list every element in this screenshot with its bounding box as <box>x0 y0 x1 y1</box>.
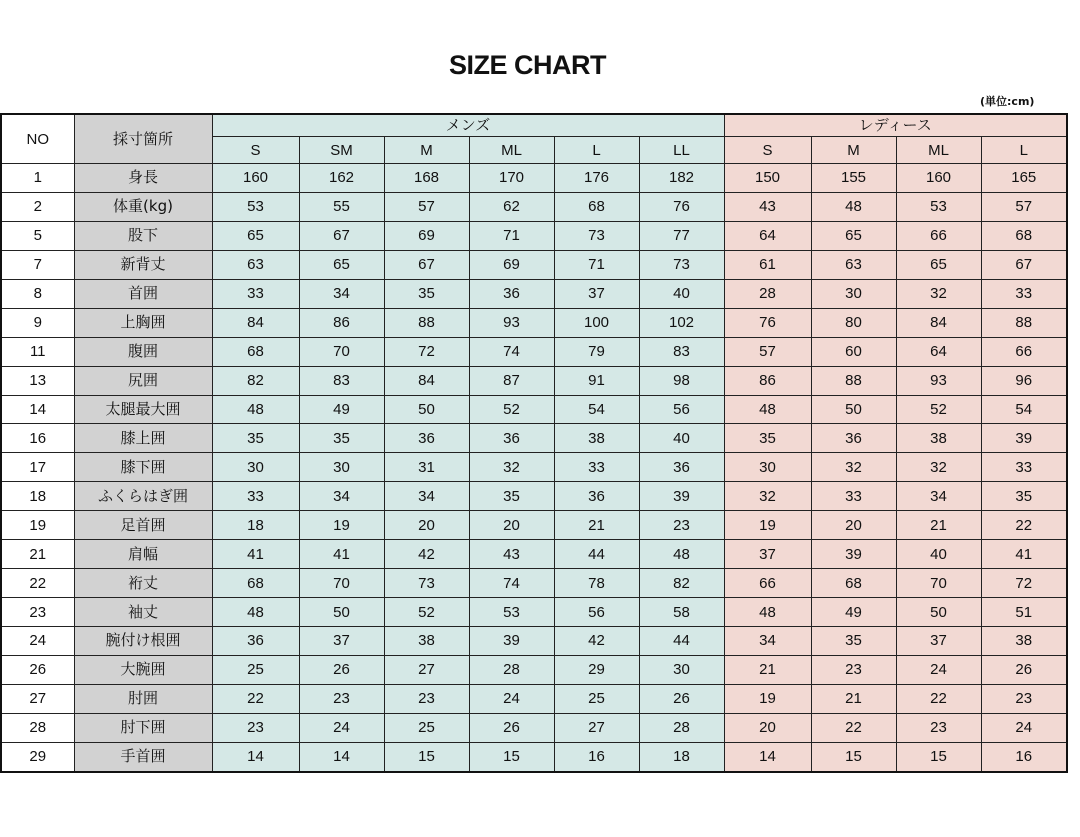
ladies-value: 20 <box>811 511 896 540</box>
mens-value: 88 <box>384 308 469 337</box>
mens-value: 70 <box>299 337 384 366</box>
ladies-value: 52 <box>896 395 981 424</box>
mens-value: 42 <box>384 540 469 569</box>
ladies-value: 72 <box>981 569 1067 598</box>
mens-value: 23 <box>639 511 724 540</box>
row-part: 肘囲 <box>74 684 212 713</box>
mens-value: 71 <box>554 250 639 279</box>
ladies-value: 39 <box>811 540 896 569</box>
ladies-value: 39 <box>981 424 1067 453</box>
header-mens-size: LL <box>639 137 724 164</box>
ladies-value: 32 <box>896 453 981 482</box>
ladies-value: 14 <box>724 742 811 771</box>
mens-value: 33 <box>554 453 639 482</box>
row-no: 21 <box>1 540 74 569</box>
mens-value: 23 <box>212 713 299 742</box>
ladies-value: 23 <box>981 684 1067 713</box>
ladies-value: 37 <box>896 627 981 656</box>
ladies-value: 66 <box>896 221 981 250</box>
header-mens-group: メンズ <box>212 114 724 137</box>
mens-value: 77 <box>639 221 724 250</box>
ladies-value: 86 <box>724 366 811 395</box>
table-row <box>1 684 1067 713</box>
ladies-value: 19 <box>724 511 811 540</box>
row-no: 18 <box>1 482 74 511</box>
table-row <box>1 598 1067 627</box>
ladies-value: 53 <box>896 192 981 221</box>
table-row <box>1 279 1067 308</box>
mens-value: 83 <box>299 366 384 395</box>
row-no: 16 <box>1 424 74 453</box>
mens-value: 56 <box>554 598 639 627</box>
mens-value: 102 <box>639 308 724 337</box>
mens-value: 29 <box>554 655 639 684</box>
mens-value: 44 <box>639 627 724 656</box>
mens-value: 34 <box>384 482 469 511</box>
mens-value: 30 <box>639 655 724 684</box>
ladies-value: 63 <box>811 250 896 279</box>
mens-value: 20 <box>469 511 554 540</box>
table-row <box>1 569 1067 598</box>
mens-value: 27 <box>384 655 469 684</box>
row-part: 袖丈 <box>74 598 212 627</box>
row-part: 体重(kg) <box>74 192 212 221</box>
mens-value: 49 <box>299 395 384 424</box>
mens-value: 21 <box>554 511 639 540</box>
mens-value: 39 <box>639 482 724 511</box>
ladies-value: 26 <box>981 655 1067 684</box>
ladies-value: 35 <box>981 482 1067 511</box>
ladies-value: 21 <box>811 684 896 713</box>
mens-value: 67 <box>384 250 469 279</box>
mens-value: 35 <box>469 482 554 511</box>
row-part: 裄丈 <box>74 569 212 598</box>
row-no: 8 <box>1 279 74 308</box>
mens-value: 35 <box>212 424 299 453</box>
row-no: 19 <box>1 511 74 540</box>
mens-value: 86 <box>299 308 384 337</box>
ladies-value: 30 <box>724 453 811 482</box>
mens-value: 76 <box>639 192 724 221</box>
table-row <box>1 308 1067 337</box>
mens-value: 52 <box>384 598 469 627</box>
unit-note: (単位:cm) <box>980 95 1035 108</box>
row-part: 腹囲 <box>74 337 212 366</box>
mens-value: 84 <box>212 308 299 337</box>
row-no: 1 <box>1 164 74 193</box>
table-row <box>1 627 1067 656</box>
ladies-value: 22 <box>896 684 981 713</box>
mens-value: 28 <box>469 655 554 684</box>
mens-value: 62 <box>469 192 554 221</box>
ladies-value: 160 <box>896 164 981 193</box>
ladies-value: 38 <box>896 424 981 453</box>
mens-value: 50 <box>299 598 384 627</box>
header-ladies-size: L <box>981 137 1067 164</box>
mens-value: 68 <box>212 337 299 366</box>
mens-value: 31 <box>384 453 469 482</box>
mens-value: 48 <box>212 598 299 627</box>
ladies-value: 21 <box>896 511 981 540</box>
mens-value: 98 <box>639 366 724 395</box>
mens-value: 93 <box>469 308 554 337</box>
mens-value: 33 <box>212 482 299 511</box>
mens-value: 15 <box>469 742 554 771</box>
table-row <box>1 164 1067 193</box>
ladies-value: 67 <box>981 250 1067 279</box>
mens-value: 39 <box>469 627 554 656</box>
row-no: 5 <box>1 221 74 250</box>
row-no: 13 <box>1 366 74 395</box>
mens-value: 58 <box>639 598 724 627</box>
table-row <box>1 655 1067 684</box>
mens-value: 68 <box>212 569 299 598</box>
header-mens-size: S <box>212 137 299 164</box>
row-no: 26 <box>1 655 74 684</box>
ladies-value: 15 <box>896 742 981 771</box>
mens-value: 48 <box>212 395 299 424</box>
row-part: 足首囲 <box>74 511 212 540</box>
mens-value: 26 <box>469 713 554 742</box>
mens-value: 14 <box>212 742 299 771</box>
mens-value: 25 <box>384 713 469 742</box>
mens-value: 48 <box>639 540 724 569</box>
mens-value: 28 <box>639 713 724 742</box>
row-no: 28 <box>1 713 74 742</box>
row-part: ふくらはぎ囲 <box>74 482 212 511</box>
row-part: 肩幅 <box>74 540 212 569</box>
mens-value: 55 <box>299 192 384 221</box>
header-ladies-size: S <box>724 137 811 164</box>
table-row <box>1 337 1067 366</box>
mens-value: 30 <box>299 453 384 482</box>
ladies-value: 38 <box>981 627 1067 656</box>
mens-value: 36 <box>554 482 639 511</box>
mens-value: 36 <box>469 279 554 308</box>
ladies-value: 43 <box>724 192 811 221</box>
mens-value: 168 <box>384 164 469 193</box>
row-no: 29 <box>1 742 74 771</box>
mens-value: 74 <box>469 569 554 598</box>
mens-value: 38 <box>384 627 469 656</box>
mens-value: 100 <box>554 308 639 337</box>
mens-value: 41 <box>299 540 384 569</box>
ladies-value: 35 <box>724 424 811 453</box>
mens-value: 37 <box>299 627 384 656</box>
mens-value: 18 <box>639 742 724 771</box>
mens-value: 40 <box>639 279 724 308</box>
ladies-value: 61 <box>724 250 811 279</box>
ladies-value: 66 <box>981 337 1067 366</box>
header-ladies-group: レディース <box>724 114 1067 137</box>
mens-value: 23 <box>384 684 469 713</box>
mens-value: 56 <box>639 395 724 424</box>
ladies-value: 40 <box>896 540 981 569</box>
mens-value: 70 <box>299 569 384 598</box>
table-row <box>1 221 1067 250</box>
ladies-value: 84 <box>896 308 981 337</box>
row-no: 11 <box>1 337 74 366</box>
mens-value: 53 <box>469 598 554 627</box>
mens-value: 25 <box>212 655 299 684</box>
table-row <box>1 453 1067 482</box>
mens-value: 36 <box>639 453 724 482</box>
ladies-value: 51 <box>981 598 1067 627</box>
table-row <box>1 424 1067 453</box>
mens-value: 41 <box>212 540 299 569</box>
mens-value: 68 <box>554 192 639 221</box>
mens-value: 19 <box>299 511 384 540</box>
row-part: 上胸囲 <box>74 308 212 337</box>
ladies-value: 76 <box>724 308 811 337</box>
header-ladies-size: ML <box>896 137 981 164</box>
mens-value: 87 <box>469 366 554 395</box>
ladies-value: 96 <box>981 366 1067 395</box>
ladies-value: 57 <box>981 192 1067 221</box>
mens-value: 50 <box>384 395 469 424</box>
ladies-value: 49 <box>811 598 896 627</box>
mens-value: 20 <box>384 511 469 540</box>
row-no: 17 <box>1 453 74 482</box>
ladies-value: 70 <box>896 569 981 598</box>
mens-value: 35 <box>384 279 469 308</box>
ladies-value: 57 <box>724 337 811 366</box>
ladies-value: 48 <box>724 395 811 424</box>
ladies-value: 41 <box>981 540 1067 569</box>
ladies-value: 54 <box>981 395 1067 424</box>
mens-value: 18 <box>212 511 299 540</box>
ladies-value: 19 <box>724 684 811 713</box>
mens-value: 34 <box>299 279 384 308</box>
ladies-value: 66 <box>724 569 811 598</box>
ladies-value: 65 <box>896 250 981 279</box>
mens-value: 25 <box>554 684 639 713</box>
mens-value: 33 <box>212 279 299 308</box>
table-row <box>1 511 1067 540</box>
ladies-value: 35 <box>811 627 896 656</box>
ladies-value: 22 <box>811 713 896 742</box>
row-no: 27 <box>1 684 74 713</box>
mens-value: 72 <box>384 337 469 366</box>
mens-value: 74 <box>469 337 554 366</box>
mens-value: 83 <box>639 337 724 366</box>
mens-value: 57 <box>384 192 469 221</box>
ladies-value: 64 <box>724 221 811 250</box>
mens-value: 160 <box>212 164 299 193</box>
ladies-value: 32 <box>811 453 896 482</box>
mens-value: 162 <box>299 164 384 193</box>
table-row <box>1 395 1067 424</box>
ladies-value: 93 <box>896 366 981 395</box>
row-no: 2 <box>1 192 74 221</box>
mens-value: 170 <box>469 164 554 193</box>
ladies-value: 15 <box>811 742 896 771</box>
row-part: 腕付け根囲 <box>74 627 212 656</box>
ladies-value: 33 <box>981 453 1067 482</box>
table-row <box>1 192 1067 221</box>
mens-value: 23 <box>299 684 384 713</box>
row-part: 尻囲 <box>74 366 212 395</box>
row-no: 14 <box>1 395 74 424</box>
mens-value: 65 <box>212 221 299 250</box>
ladies-value: 50 <box>896 598 981 627</box>
row-part: 膝上囲 <box>74 424 212 453</box>
mens-value: 52 <box>469 395 554 424</box>
ladies-value: 33 <box>811 482 896 511</box>
ladies-value: 48 <box>724 598 811 627</box>
ladies-value: 32 <box>724 482 811 511</box>
mens-value: 43 <box>469 540 554 569</box>
mens-value: 44 <box>554 540 639 569</box>
row-no: 7 <box>1 250 74 279</box>
mens-value: 26 <box>299 655 384 684</box>
ladies-value: 24 <box>981 713 1067 742</box>
ladies-value: 80 <box>811 308 896 337</box>
row-no: 23 <box>1 598 74 627</box>
ladies-value: 36 <box>811 424 896 453</box>
mens-value: 79 <box>554 337 639 366</box>
mens-value: 24 <box>299 713 384 742</box>
row-part: 肘下囲 <box>74 713 212 742</box>
ladies-value: 16 <box>981 742 1067 771</box>
ladies-value: 150 <box>724 164 811 193</box>
table-row <box>1 713 1067 742</box>
mens-value: 82 <box>639 569 724 598</box>
ladies-value: 23 <box>811 655 896 684</box>
mens-value: 22 <box>212 684 299 713</box>
header-no: NO <box>1 114 74 164</box>
mens-value: 16 <box>554 742 639 771</box>
mens-value: 67 <box>299 221 384 250</box>
row-no: 24 <box>1 627 74 656</box>
table-row <box>1 250 1067 279</box>
ladies-value: 22 <box>981 511 1067 540</box>
mens-value: 182 <box>639 164 724 193</box>
ladies-value: 64 <box>896 337 981 366</box>
mens-value: 73 <box>639 250 724 279</box>
row-part: 股下 <box>74 221 212 250</box>
header-mens-size: M <box>384 137 469 164</box>
row-part: 首囲 <box>74 279 212 308</box>
mens-value: 82 <box>212 366 299 395</box>
ladies-value: 30 <box>811 279 896 308</box>
row-no: 22 <box>1 569 74 598</box>
mens-value: 91 <box>554 366 639 395</box>
mens-value: 73 <box>554 221 639 250</box>
mens-value: 30 <box>212 453 299 482</box>
row-part: 手首囲 <box>74 742 212 771</box>
ladies-value: 20 <box>724 713 811 742</box>
row-no: 9 <box>1 308 74 337</box>
mens-value: 34 <box>299 482 384 511</box>
header-part: 採寸箇所 <box>74 114 212 164</box>
mens-value: 42 <box>554 627 639 656</box>
mens-value: 15 <box>384 742 469 771</box>
mens-value: 69 <box>469 250 554 279</box>
table-row <box>1 366 1067 395</box>
mens-value: 84 <box>384 366 469 395</box>
ladies-value: 165 <box>981 164 1067 193</box>
mens-value: 14 <box>299 742 384 771</box>
mens-value: 36 <box>212 627 299 656</box>
mens-value: 176 <box>554 164 639 193</box>
mens-value: 35 <box>299 424 384 453</box>
ladies-value: 60 <box>811 337 896 366</box>
ladies-value: 65 <box>811 221 896 250</box>
ladies-value: 155 <box>811 164 896 193</box>
ladies-value: 50 <box>811 395 896 424</box>
mens-value: 36 <box>384 424 469 453</box>
mens-value: 32 <box>469 453 554 482</box>
mens-value: 71 <box>469 221 554 250</box>
row-part: 身長 <box>74 164 212 193</box>
header-mens-size: SM <box>299 137 384 164</box>
header-mens-size: ML <box>469 137 554 164</box>
ladies-value: 88 <box>981 308 1067 337</box>
ladies-value: 33 <box>981 279 1067 308</box>
ladies-value: 28 <box>724 279 811 308</box>
mens-value: 54 <box>554 395 639 424</box>
mens-value: 65 <box>299 250 384 279</box>
ladies-value: 23 <box>896 713 981 742</box>
table-row <box>1 482 1067 511</box>
mens-value: 73 <box>384 569 469 598</box>
table-row <box>1 540 1067 569</box>
mens-value: 69 <box>384 221 469 250</box>
ladies-value: 24 <box>896 655 981 684</box>
mens-value: 40 <box>639 424 724 453</box>
mens-value: 26 <box>639 684 724 713</box>
mens-value: 36 <box>469 424 554 453</box>
page-title: SIZE CHART <box>449 50 606 80</box>
row-part: 新背丈 <box>74 250 212 279</box>
ladies-value: 88 <box>811 366 896 395</box>
ladies-value: 68 <box>811 569 896 598</box>
ladies-value: 34 <box>896 482 981 511</box>
ladies-value: 21 <box>724 655 811 684</box>
ladies-value: 68 <box>981 221 1067 250</box>
mens-value: 24 <box>469 684 554 713</box>
header-mens-size: L <box>554 137 639 164</box>
mens-value: 27 <box>554 713 639 742</box>
header-ladies-size: M <box>811 137 896 164</box>
mens-value: 78 <box>554 569 639 598</box>
mens-value: 53 <box>212 192 299 221</box>
ladies-value: 34 <box>724 627 811 656</box>
mens-value: 37 <box>554 279 639 308</box>
ladies-value: 32 <box>896 279 981 308</box>
mens-value: 38 <box>554 424 639 453</box>
ladies-value: 48 <box>811 192 896 221</box>
row-part: 膝下囲 <box>74 453 212 482</box>
size-chart-table <box>0 113 1068 773</box>
row-part: 大腕囲 <box>74 655 212 684</box>
row-part: 太腿最大囲 <box>74 395 212 424</box>
ladies-value: 37 <box>724 540 811 569</box>
table-row <box>1 742 1067 771</box>
mens-value: 63 <box>212 250 299 279</box>
